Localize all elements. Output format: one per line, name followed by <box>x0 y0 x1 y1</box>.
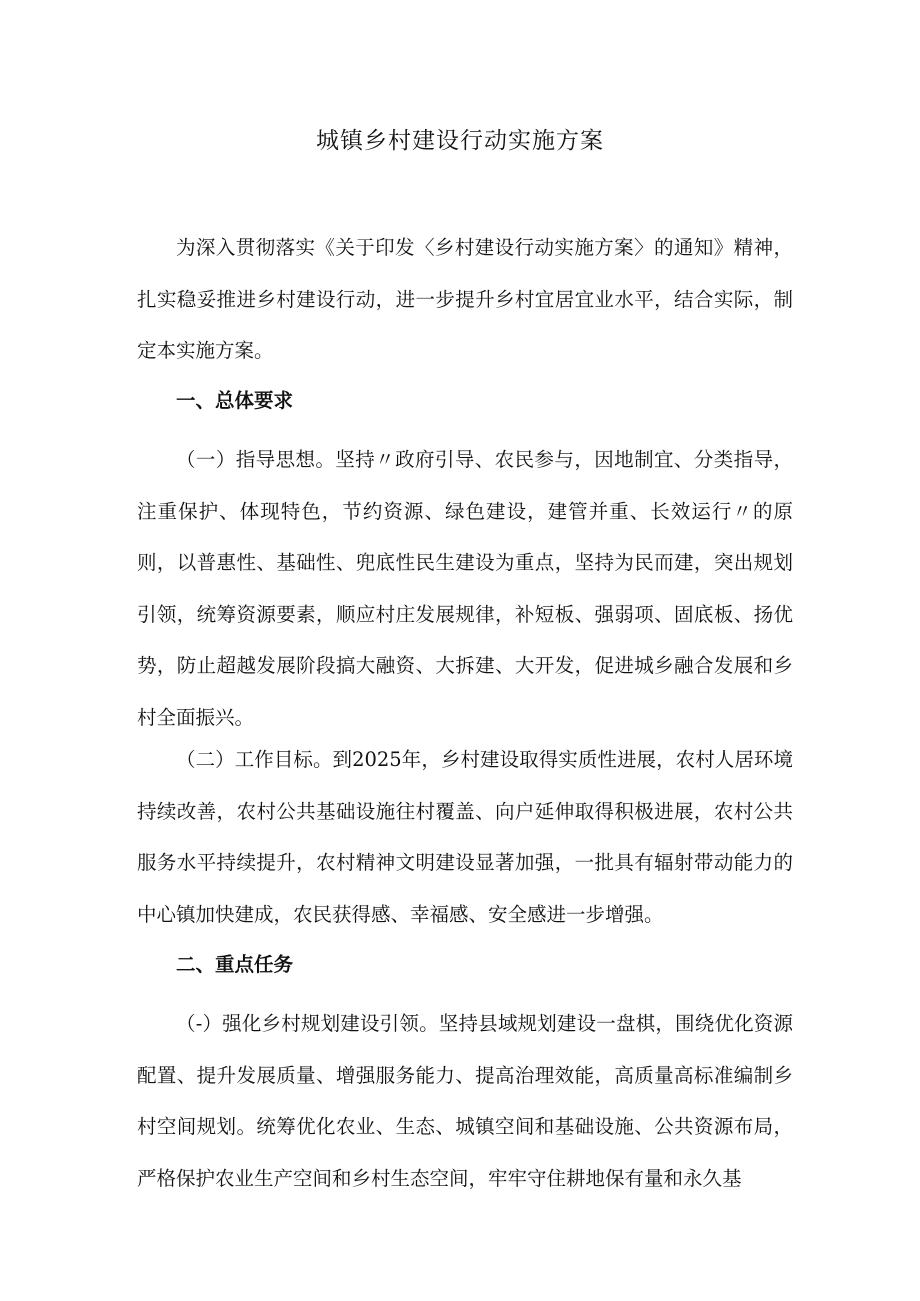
paragraph-planning-guidance: （-）强化乡村规划建设引领。坚持县域规划建设一盘棋，围绕优化资源配置、提升发展质量、增强服务能力、提高治理效能，高质量高标准编制乡村空间规划。统筹优化农业、生态、城镇空间和基础设施、公共资源布局，严格保护农业生产空间和乡村生态空间，牢牢守住耕地保有量和永久基 <box>137 1012 793 1190</box>
intro-paragraph: 为深入贯彻落实《关于印发〈乡村建设行动实施方案〉的通知》精神，扎实稳妥推进乡村建设行动，进一步提升乡村宜居宜业水平，结合实际，制定本实施方案。 <box>137 236 793 362</box>
section-heading-key-tasks: 二、重点任务 <box>176 953 294 976</box>
section-heading-general-requirements: 一、总体要求 <box>176 389 294 412</box>
paragraph-guiding-ideology: （一）指导思想。坚持〃政府引导、农民参与，因地制宜、分类指导，注重保护、体现特色，节约资源、绿色建设，建管并重、长效运行〃的原则，以普惠性、基础性、兜底性民生建设为重点，坚持为民而建，突出规划引领，统筹资源要素，顺应村庄发展规律，补短板、强弱项、固底板、扬优势，防止超越发展阶段搞大融资、大拆建、大开发，促进城乡融合发展和乡村全面振兴。 <box>137 448 793 729</box>
paragraph-work-goals: （二）工作目标。到2025年，乡村建设取得实质性进展，农村人居环境持续改善，农村公共基础设施往村覆盖、向户延伸取得积极进展，农村公共服务水平持续提升，农村精神文明建设显著加强，一批具有辐射带动能力的中心镇加快建成，农民获得感、幸福感、安全感进一步增强。 <box>137 748 793 926</box>
page-title: 城镇乡村建设行动实施方案 <box>316 128 604 154</box>
